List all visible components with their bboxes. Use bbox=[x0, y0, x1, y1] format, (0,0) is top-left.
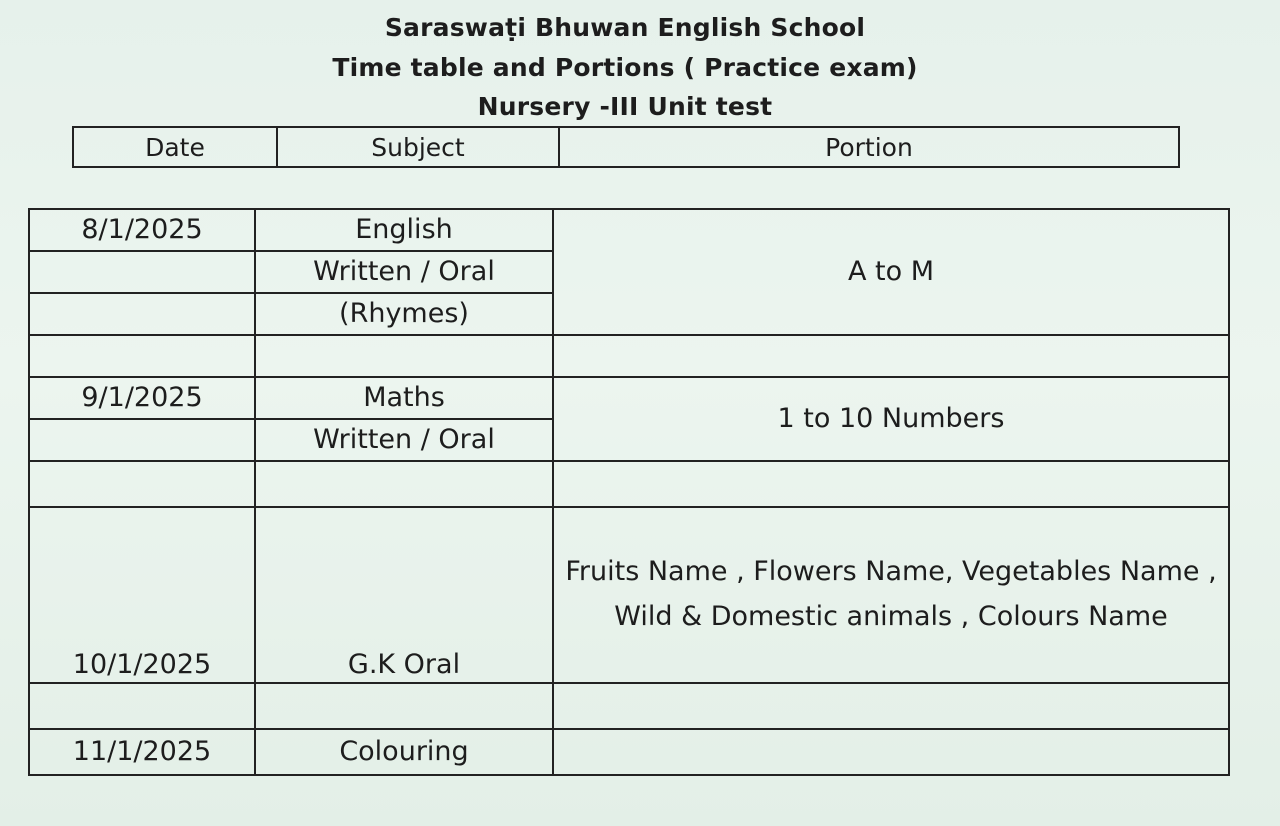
empty-cell bbox=[255, 683, 553, 729]
empty-cell bbox=[29, 251, 255, 293]
document-heading: Time table and Portions ( Practice exam) bbox=[332, 53, 918, 82]
portion-cell bbox=[553, 729, 1229, 775]
empty-cell bbox=[553, 461, 1229, 507]
portion-cell: 1 to 10 Numbers bbox=[553, 377, 1229, 461]
empty-cell bbox=[29, 683, 255, 729]
date-cell: 11/1/2025 bbox=[29, 729, 255, 775]
header-date: Date bbox=[73, 127, 277, 167]
header-portion: Portion bbox=[559, 127, 1179, 167]
empty-cell bbox=[29, 419, 255, 461]
empty-cell bbox=[255, 461, 553, 507]
empty-cell bbox=[29, 293, 255, 335]
subject-cell: Colouring bbox=[255, 729, 553, 775]
date-cell: 8/1/2025 bbox=[29, 209, 255, 251]
date-cell: 9/1/2025 bbox=[29, 377, 255, 419]
table-row bbox=[29, 209, 1229, 251]
table-row bbox=[29, 507, 1229, 683]
empty-cell bbox=[29, 335, 255, 377]
subject-cell: Written / Oral bbox=[255, 419, 553, 461]
school-name: Saraswaṭi Bhuwan English School bbox=[384, 13, 866, 42]
timetable bbox=[28, 208, 1230, 776]
spacer-row bbox=[29, 335, 1229, 377]
subject-cell: G.K Oral bbox=[255, 507, 553, 683]
empty-cell bbox=[255, 335, 553, 377]
subject-cell: (Rhymes) bbox=[255, 293, 553, 335]
empty-cell bbox=[553, 335, 1229, 377]
subject-cell: English bbox=[255, 209, 553, 251]
subject-cell: Maths bbox=[255, 377, 553, 419]
table-row bbox=[29, 377, 1229, 419]
spacer-row bbox=[29, 683, 1229, 729]
column-header-table bbox=[72, 126, 1180, 168]
table-row bbox=[29, 729, 1229, 775]
class-test-title: Nursery -III Unit test bbox=[477, 92, 773, 121]
header-subject: Subject bbox=[277, 127, 559, 167]
empty-cell bbox=[553, 683, 1229, 729]
date-cell: 10/1/2025 bbox=[29, 507, 255, 683]
spacer-row bbox=[29, 461, 1229, 507]
empty-cell bbox=[29, 461, 255, 507]
subject-cell: Written / Oral bbox=[255, 251, 553, 293]
portion-cell: A to M bbox=[553, 209, 1229, 335]
portion-cell: Fruits Name , Flowers Name, Vegetables Name , Wild & Domestic animals , Colours Name bbox=[553, 507, 1229, 683]
